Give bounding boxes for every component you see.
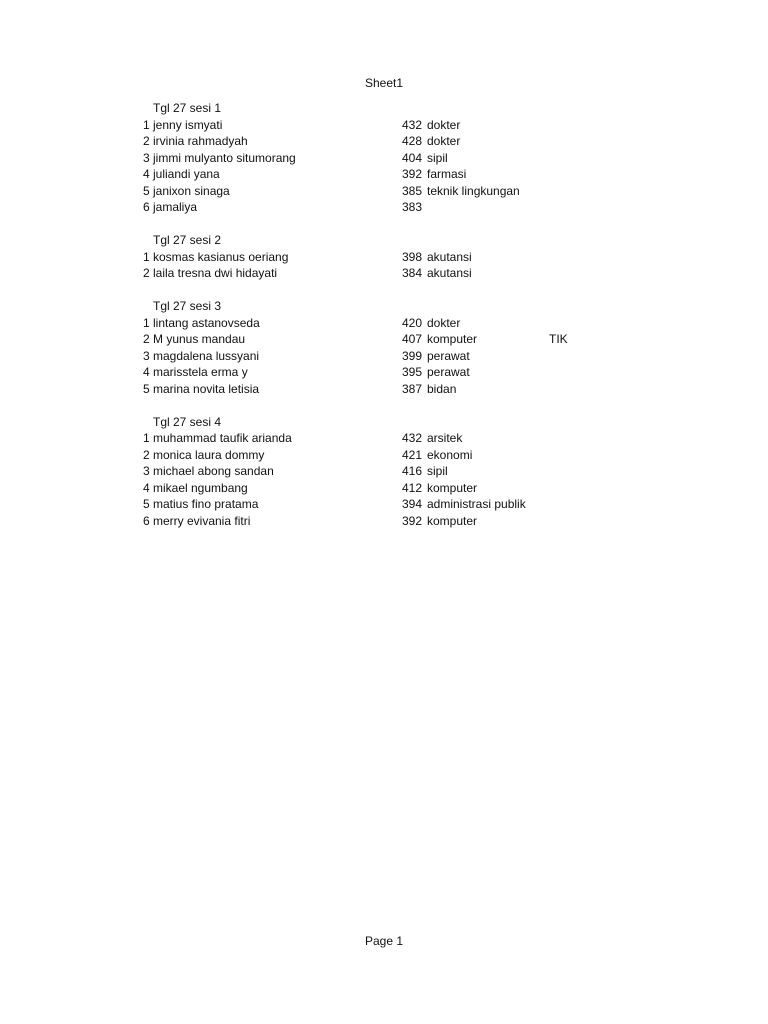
participant-major: akutansi [427,249,472,264]
session-block [143,232,643,282]
participant-score: 404 [402,150,423,165]
participant-major: ekonomi [427,447,473,462]
participant-score: 385 [402,183,423,198]
participant-score: 428 [402,134,423,148]
table-row [143,199,643,216]
session-block [143,298,643,397]
table-row [143,348,643,365]
participant-name: jenny ismyati [153,117,223,132]
table-row [143,249,643,266]
participant-name: marisstela erma y [153,365,248,379]
row-number: 4 [143,480,150,495]
participant-name: mikael ngumbang [153,480,248,495]
participant-score: 383 [402,200,423,214]
participant-name: muhammad taufik arianda [153,431,292,445]
table-row [143,447,643,464]
participant-score: 399 [402,348,423,363]
row-number: 3 [143,348,150,363]
participant-name: lintang astanovseda [153,315,260,330]
participant-name: jimmi mulyanto situmorang [153,150,296,165]
page-footer-number: Page 1 [364,934,404,948]
participant-major: teknik lingkungan [427,183,520,198]
table-row [143,381,643,398]
participant-score: 421 [402,447,423,462]
row-number: 4 [143,365,150,379]
participant-major: dokter [427,117,461,132]
row-number: 1 [143,315,150,330]
participant-score: 432 [402,117,423,132]
participant-major: komputer [427,480,478,495]
participant-score: 407 [402,332,423,346]
sheet-content [143,100,643,546]
table-row [143,150,643,167]
row-number: 1 [143,117,150,132]
participant-major: bidan [427,381,457,396]
participant-major: dokter [427,134,461,148]
participant-name: jamaliya [153,200,198,214]
table-row [143,265,643,282]
session-block [143,100,643,216]
table-row [143,166,643,183]
participant-name: kosmas kasianus oeriang [153,249,289,264]
row-number: 6 [143,513,150,528]
row-number: 2 [143,447,150,462]
participant-major: administrasi publik [427,497,526,511]
participant-major: dokter [427,315,461,330]
table-row [143,117,643,134]
participant-name: michael abong sandan [153,464,274,478]
participant-name: M yunus mandau [153,332,246,346]
table-row [143,183,643,200]
participant-score: 420 [402,315,423,330]
row-number: 1 [143,249,150,264]
participant-score: 392 [402,513,423,528]
table-row [143,331,643,348]
participant-score: 384 [402,266,423,280]
table-row [143,430,643,447]
session-title: Tgl 27 sesi 4 [153,414,222,429]
row-number: 5 [143,183,150,198]
table-row [143,480,643,497]
row-number: 1 [143,431,150,445]
row-number: 3 [143,150,150,165]
table-row [143,496,643,513]
participant-major: sipil [427,150,448,165]
table-row [143,133,643,150]
session-title: Tgl 27 sesi 3 [153,299,222,313]
participant-major: arsitek [427,431,463,445]
row-number: 6 [143,200,150,214]
table-row [143,364,643,381]
participant-name: marina novita letisia [153,381,260,396]
participant-name: laila tresna dwi hidayati [153,266,278,280]
participant-major: sipil [427,464,448,478]
row-number: 2 [143,332,150,346]
row-number: 2 [143,266,150,280]
participant-score: 412 [402,480,423,495]
participant-major: akutansi [427,266,472,280]
participant-major: perawat [427,365,470,379]
page-header-title: Sheet1 [364,76,404,90]
participant-major: komputer [427,513,478,528]
participant-name: janixon sinaga [153,183,230,198]
participant-score: 398 [402,249,423,264]
participant-major: perawat [427,348,470,363]
participant-major: komputer [427,332,478,346]
participant-note: TIK [549,332,568,346]
participant-name: merry evivania fitri [153,513,251,528]
session-title: Tgl 27 sesi 2 [153,233,222,247]
row-number: 5 [143,381,150,396]
participant-name: monica laura dommy [153,447,265,462]
participant-score: 395 [402,365,423,379]
participant-name: magdalena lussyani [153,348,260,363]
session-title: Tgl 27 sesi 1 [153,101,222,115]
participant-major: farmasi [427,167,467,181]
row-number: 2 [143,134,150,148]
participant-score: 387 [402,381,423,396]
participant-score: 432 [402,431,423,445]
participant-name: matius fino pratama [153,497,259,511]
table-row [143,315,643,332]
participant-name: juliandi yana [153,167,220,181]
participant-name: irvinia rahmadyah [153,134,248,148]
table-row [143,463,643,480]
session-block [143,414,643,530]
table-row [143,513,643,530]
participant-score: 416 [402,464,423,478]
participant-score: 394 [402,497,423,511]
row-number: 4 [143,167,150,181]
row-number: 3 [143,464,150,478]
row-number: 5 [143,497,150,511]
participant-score: 392 [402,167,423,181]
